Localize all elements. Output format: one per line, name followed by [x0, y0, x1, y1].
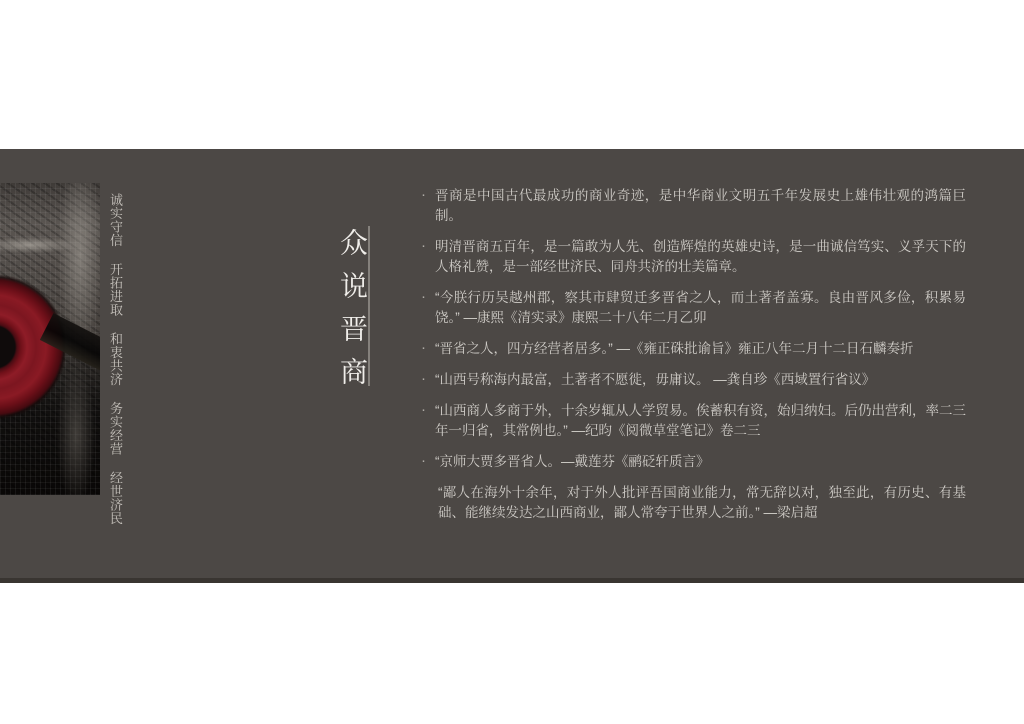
photo-dark-band — [40, 313, 100, 379]
quote-text: “山西商人多商于外，十余岁辄从人学贸易。俟蓄积有资，始归纳妇。后仍出营利，率二三年一归省，其常例也。” —纪昀《阅微草堂笔记》卷二三 — [435, 403, 966, 438]
slide-title: 众说晋商 — [336, 228, 367, 400]
quote-item — [421, 483, 966, 523]
quote-item — [421, 288, 966, 328]
quote-text: “今朕行历吴越州郡，察其市肆贸迁多晋省之人，而土著者盖寡。良由晋风多俭，积累易饶。” —康熙《清实录》康熙二十八年二月乙卯 — [435, 290, 966, 325]
quote-text: “山西号称海内最富，土著者不愿徙，毋庸议。 —龚自珍《西域置行省议》 — [435, 372, 876, 387]
quote-item — [421, 452, 966, 472]
bullet-dot-icon: · — [421, 452, 426, 469]
quote-list — [421, 186, 966, 534]
quote-item — [421, 401, 966, 441]
quote-text: “晋省之人，四方经营者居多。” —《雍正硃批谕旨》雍正八年二月十二日石麟奏折 — [435, 341, 914, 356]
slide — [0, 149, 1024, 583]
title-divider-line — [368, 226, 370, 386]
quote-text: 晋商是中国古代最成功的商业奇迹，是中华商业文明五千年发展史上雄伟壮观的鸿篇巨制。 — [435, 188, 966, 223]
quote-text: 明清晋商五百年，是一篇敢为人先、创造辉煌的英雄史诗，是一曲诚信笃实、义孚天下的人格礼赞，是一部经世济民、同舟共济的壮美篇章。 — [435, 239, 966, 274]
bullet-dot-icon: · — [421, 186, 426, 203]
quote-item — [421, 237, 966, 277]
quote-item — [421, 370, 966, 390]
bronze-artifact-photo — [0, 183, 100, 495]
quote-text: “鄙人在海外十余年，对于外人批评吾国商业能力，常无辞以对，独至此，有历史、有基础、能继续发达之山西商业，鄙人常夸于世界人之前。” —梁启超 — [438, 485, 966, 520]
motto-vertical-text: 诚实守信 开拓进取 和衷共济 务实经营 经世济民 — [108, 193, 123, 525]
quote-item — [421, 339, 966, 359]
quote-text: “京师大贾多晋省人。—戴莲芬《鹂砭轩质言》 — [435, 454, 710, 469]
bullet-dot-icon: · — [421, 370, 426, 387]
bullet-dot-icon: · — [421, 288, 426, 305]
bullet-dot-icon: · — [421, 401, 426, 418]
bullet-dot-icon: · — [421, 339, 426, 356]
bullet-dot-icon: · — [421, 237, 426, 254]
quote-item — [421, 186, 966, 226]
title-block — [331, 228, 371, 400]
